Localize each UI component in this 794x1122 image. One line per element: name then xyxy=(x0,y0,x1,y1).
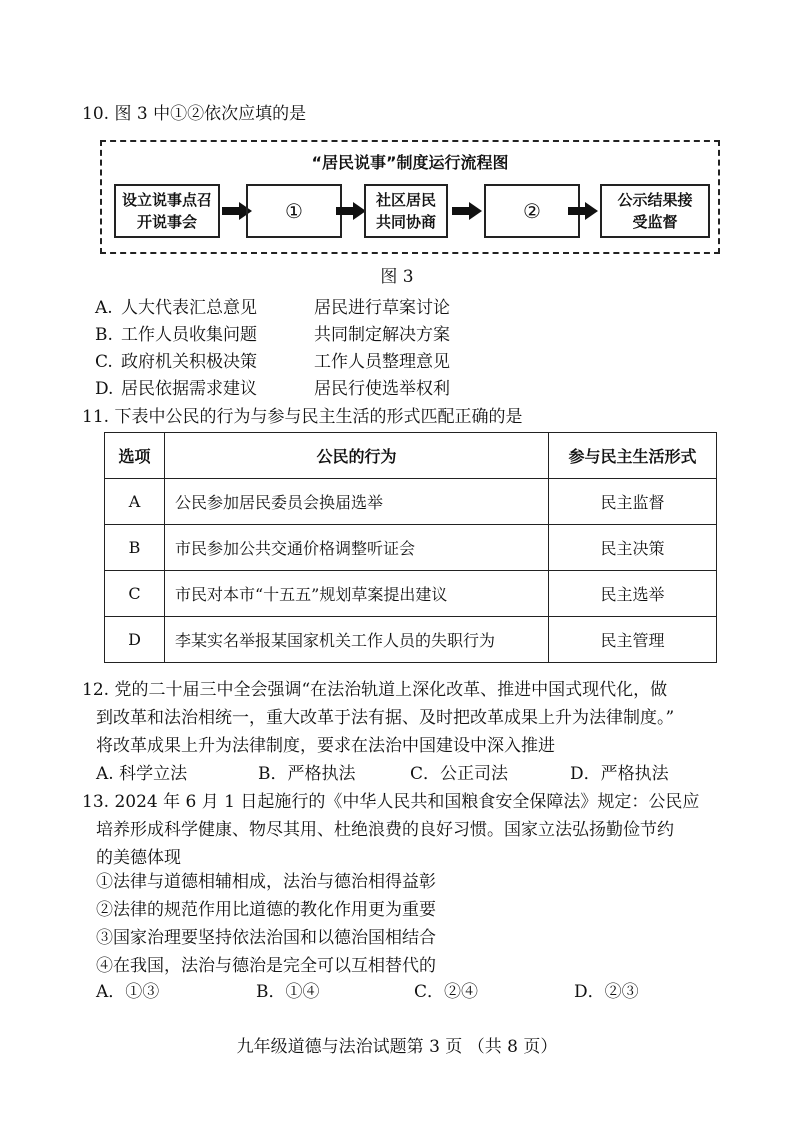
table-cell-option: A xyxy=(105,479,165,525)
q13-item-1: ①法律与道德相辅相成，法治与德治相得益彰 xyxy=(96,872,436,892)
q12-option-a: A. 科学立法 xyxy=(96,764,188,784)
arrow-icon xyxy=(336,202,366,220)
q12-line-2: 到改革和法治相统一，重大改革于法有据、及时把改革成果上升为法律制度。” xyxy=(96,708,675,728)
q10-stem: 10. 图 3 中①②依次应填的是 xyxy=(82,104,307,124)
flow-step-2-blank: ① xyxy=(246,184,342,238)
table-cell-action: 李某实名举报某国家机关工作人员的失职行为 xyxy=(165,617,549,663)
q13-item-3: ③国家治理要坚持依法治国和以德治国相结合 xyxy=(96,928,436,948)
q11-table xyxy=(104,432,717,663)
q13-item-2: ②法律的规范作用比道德的教化作用更为重要 xyxy=(96,900,436,920)
table-header-cell: 选项 xyxy=(105,433,165,479)
table-header-cell: 参与民主生活形式 xyxy=(549,433,717,479)
q10-option-c-second: 工作人员整理意见 xyxy=(314,352,450,372)
table-cell-action: 市民对本市“十五五”规划草案提出建议 xyxy=(165,571,549,617)
table-cell-option: D xyxy=(105,617,165,663)
table-cell-form: 民主管理 xyxy=(549,617,717,663)
q10-option-b-letter: B. xyxy=(95,325,113,345)
q10-option-a-first: 人大代表汇总意见 xyxy=(121,298,257,318)
table-cell-option: B xyxy=(105,525,165,571)
figure-caption: 图 3 xyxy=(380,267,414,287)
q10-option-b-first: 工作人员收集问题 xyxy=(121,325,257,345)
q12-option-b: B．严格执法 xyxy=(258,764,356,784)
table-cell-form: 民主决策 xyxy=(549,525,717,571)
arrow-icon xyxy=(452,202,482,220)
q12-line-1: 12. 党的二十届三中全会强调“在法治轨道上深化改革、推进中国式现代化，做 xyxy=(82,680,668,700)
flow-step-5: 公示结果接受监督 xyxy=(600,184,710,238)
flowchart xyxy=(100,140,720,254)
q12-option-c: C．公正司法 xyxy=(410,764,509,784)
q12-option-d: D．严格执法 xyxy=(570,764,669,784)
q10-option-c-first: 政府机关积极决策 xyxy=(121,352,257,372)
table-cell-action: 公民参加居民委员会换届选举 xyxy=(165,479,549,525)
q11-stem: 11. 下表中公民的行为与参与民主生活的形式匹配正确的是 xyxy=(82,407,523,427)
table-header-row xyxy=(105,433,717,479)
q13-option-b: B．①④ xyxy=(256,982,320,1002)
table-row xyxy=(105,571,717,617)
arrow-icon xyxy=(568,202,598,220)
table-row xyxy=(105,479,717,525)
q10-option-d-first: 居民依据需求建议 xyxy=(121,379,257,399)
q13-line-1: 13. 2024 年 6 月 1 日起施行的《中华人民共和国粮食安全保障法》规定：公民应 xyxy=(82,792,700,812)
flow-step-1: 设立说事点召开说事会 xyxy=(114,184,220,238)
q13-line-2: 培养形成科学健康、物尽其用、杜绝浪费的良好习惯。国家立法弘扬勤俭节约 xyxy=(96,820,674,840)
q13-option-a: A．①③ xyxy=(96,982,160,1002)
q13-option-d: D．②③ xyxy=(574,982,639,1002)
q10-option-c-letter: C. xyxy=(95,352,113,372)
flow-step-4-blank: ② xyxy=(484,184,580,238)
table-row xyxy=(105,525,717,571)
table-cell-option: C xyxy=(105,571,165,617)
table-cell-form: 民主选举 xyxy=(549,571,717,617)
table-cell-form: 民主监督 xyxy=(549,479,717,525)
q10-option-d-second: 居民行使选举权利 xyxy=(314,379,450,399)
q12-line-3: 将改革成果上升为法律制度，要求在法治中国建设中深入推进 xyxy=(96,736,555,756)
q10-option-a-second: 居民进行草案讨论 xyxy=(314,298,450,318)
q13-option-c: C．②④ xyxy=(414,982,479,1002)
q10-option-d-letter: D. xyxy=(95,379,114,399)
q10-option-a-letter: A. xyxy=(95,298,113,318)
q13-line-3: 的美德体现 xyxy=(96,848,181,868)
table-header-cell: 公民的行为 xyxy=(165,433,549,479)
q10-option-b-second: 共同制定解决方案 xyxy=(314,325,450,345)
flow-step-3: 社区居民共同协商 xyxy=(364,184,448,238)
flowchart-title: “居民说事”制度运行流程图 xyxy=(311,153,509,172)
table-row xyxy=(105,617,717,663)
page-footer: 九年级道德与法治试题第 3 页 （共 8 页） xyxy=(236,1037,558,1057)
q13-item-4: ④在我国，法治与德治是完全可以互相替代的 xyxy=(96,956,436,976)
table-cell-action: 市民参加公共交通价格调整听证会 xyxy=(165,525,549,571)
